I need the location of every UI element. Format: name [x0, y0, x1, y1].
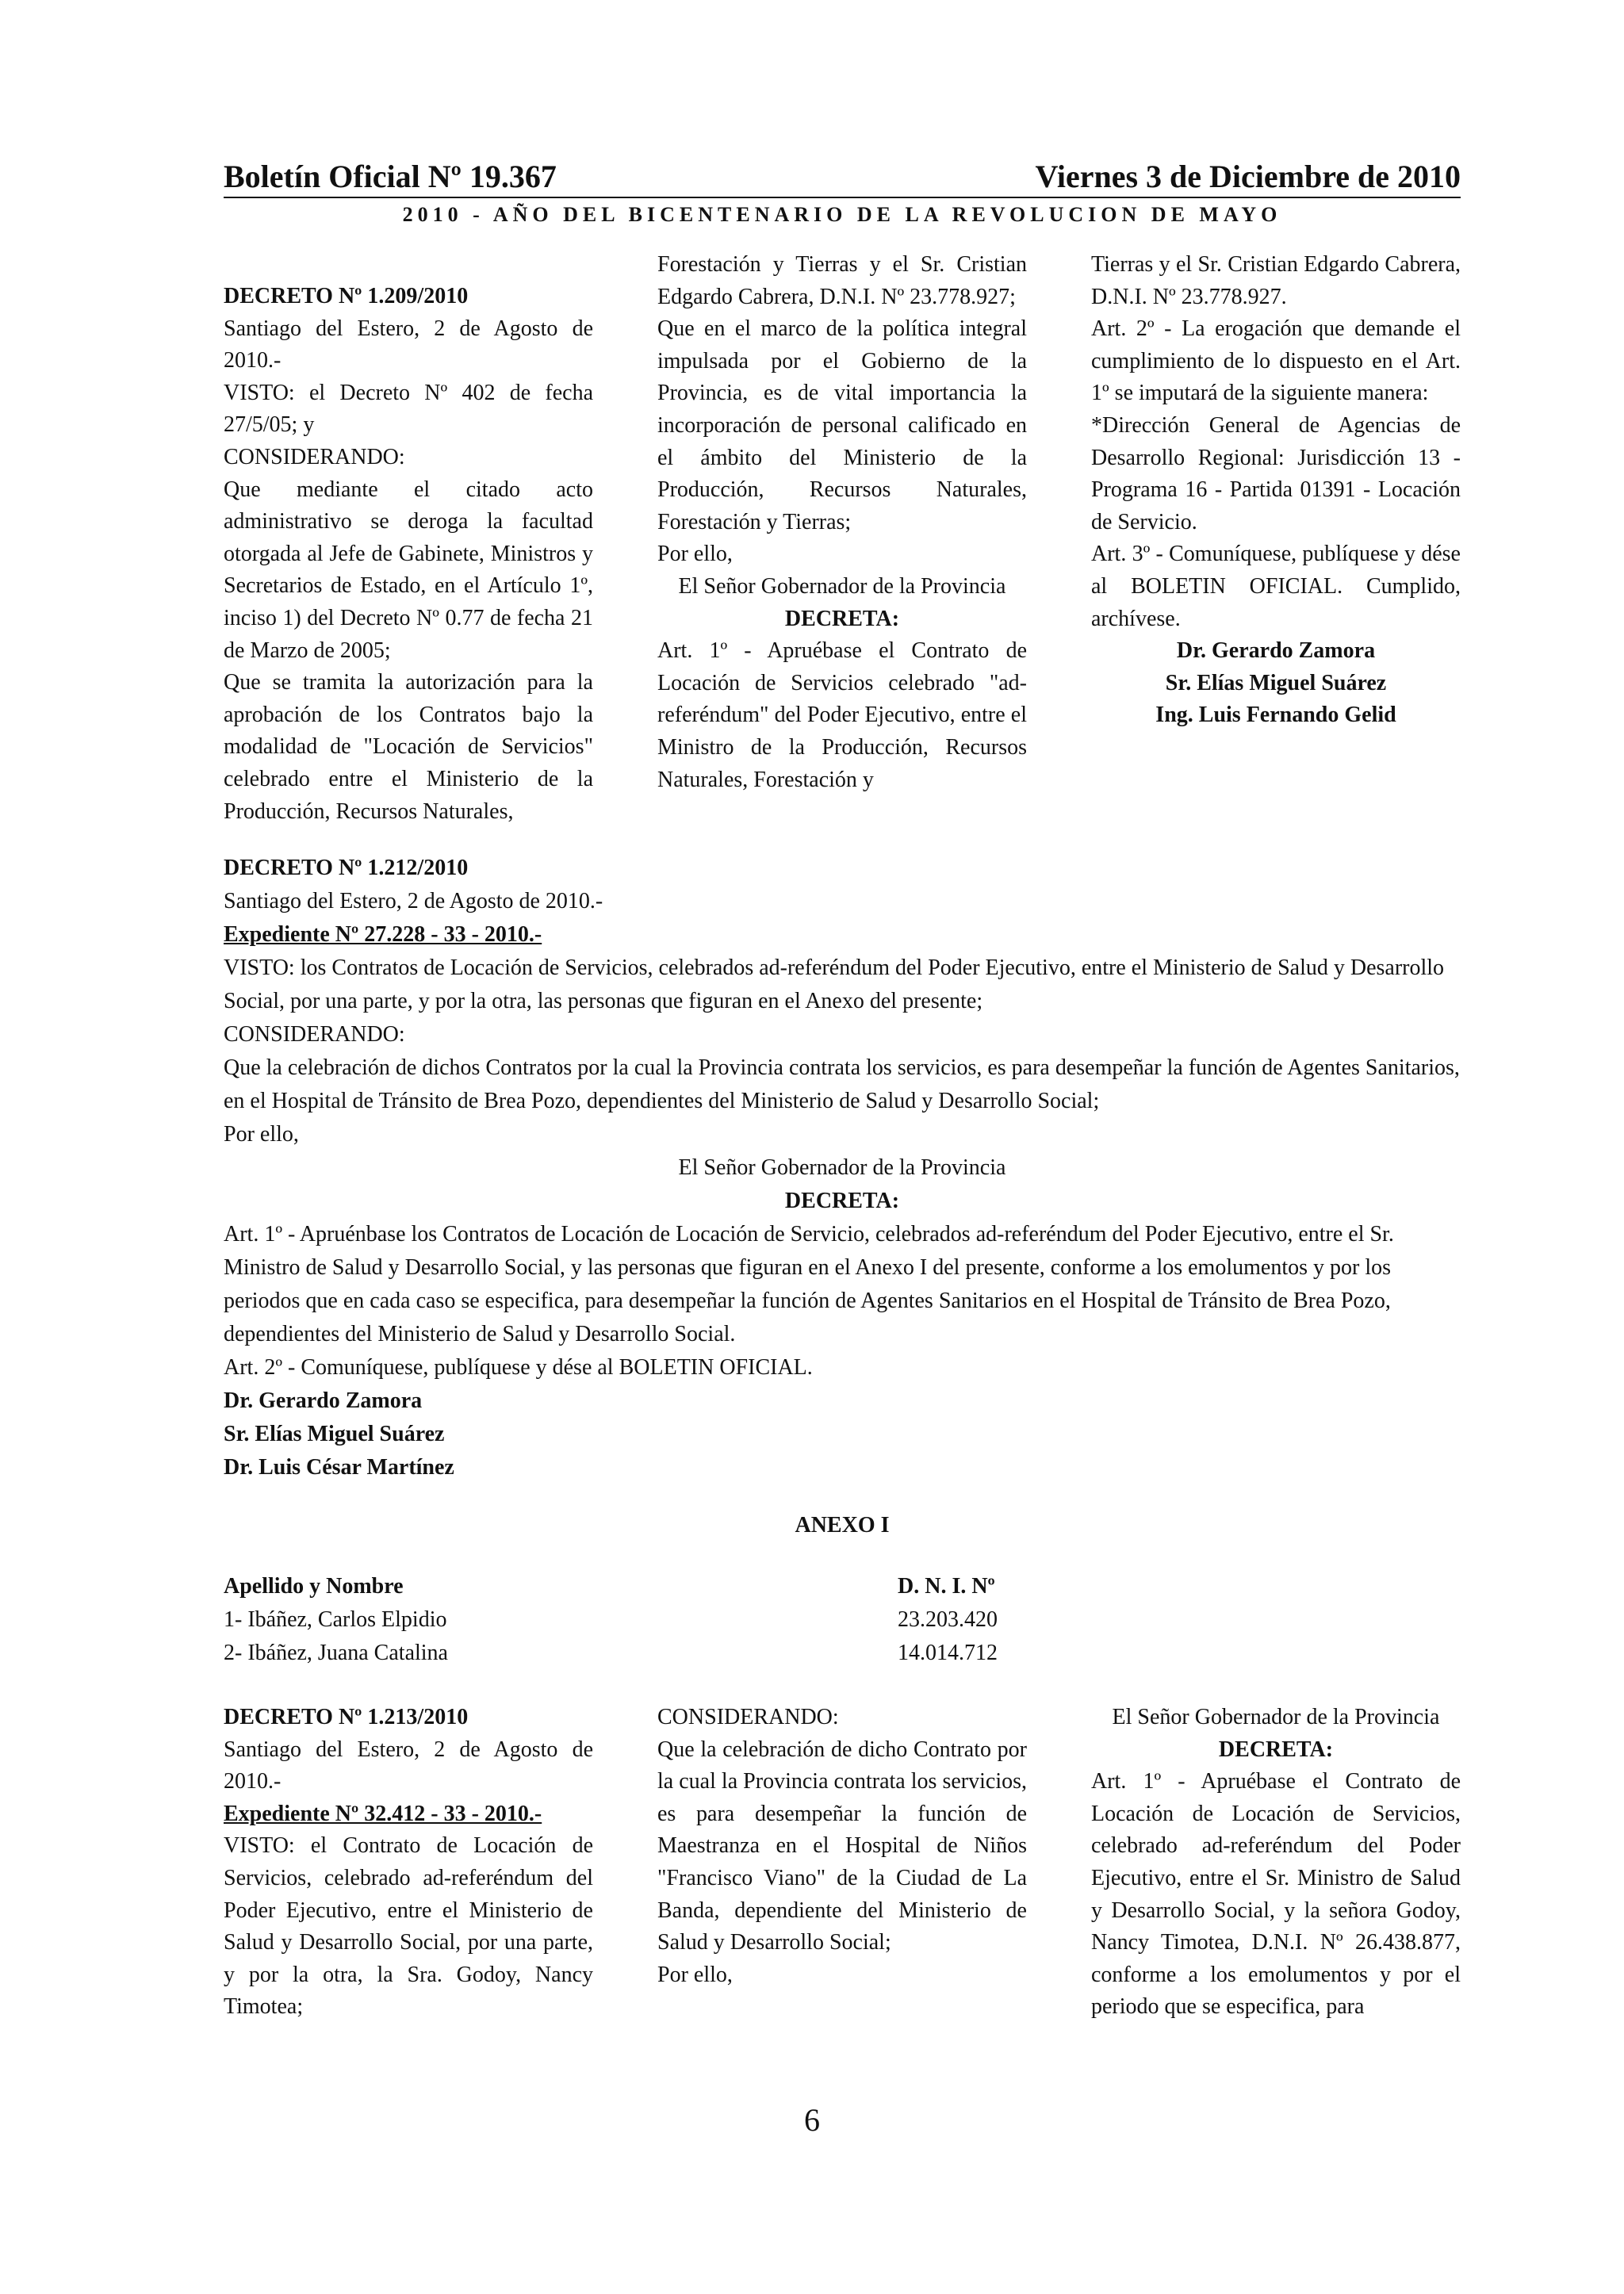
decree-governor: El Señor Gobernador de la Provincia — [678, 573, 1006, 599]
bulletin-title: Boletín Oficial Nº 19.367 — [224, 159, 557, 194]
decree-considerando: CONSIDERANDO: — [224, 1022, 405, 1047]
decree-article: Art. 1º - Apruébase el Contrato de Locación de Servicios celebrado "ad-referéndum" del Poder Ejecutivo, entre el Ministro de la Producción, Recursos Naturales, Forestación y — [657, 638, 1027, 792]
decree-visto: VISTO: el Contrato de Locación de Servicios, celebrado ad-referéndum del Poder Ejecutivo, entre el Ministerio de Salud y Desarrollo Social, por una parte, y por la otra, la Sra. Godoy, Nancy Timotea; — [224, 1833, 593, 2020]
decree-decreta: DECRETA: — [784, 1189, 900, 1214]
decree-1213-col-1 — [224, 1702, 593, 2024]
decree-1212 — [224, 852, 1461, 1484]
decree-paragraph: Que la celebración de dichos Contratos por la cual la Provincia contrata los servicios, es para desempeñar la función de Agentes Sanitarios, en el Hospital de Tránsito de Brea Pozo, dependientes del Ministerio de Salud y Desarrollo Social; — [224, 1055, 1460, 1114]
decree-visto: VISTO: los Contratos de Locación de Servicios, celebrados ad-referéndum del Poder Ejecutivo, entre el Ministerio de Salud y Desarrollo Social, por una parte, y por la otra, las personas que figuran en el Anexo del presente; — [224, 956, 1445, 1014]
column-header-dni: D. N. I. Nº — [898, 1574, 995, 1599]
decree-decreta: DECRETA: — [784, 606, 900, 631]
decree-1213-col-3 — [1091, 1702, 1461, 2024]
decree-por-ello: Por ello, — [657, 542, 733, 567]
decree-expediente: Expediente Nº 32.412 - 33 - 2010.- — [224, 1801, 542, 1826]
decree-place-date: Santiago del Estero, 2 de Agosto de 2010.- — [224, 1737, 593, 1794]
person-name: 1- Ibáñez, Carlos Elpidio — [224, 1607, 447, 1633]
decree-article: Art. 2º - La erogación que demande el cumplimiento de lo dispuesto en el Art. 1º se imputará de la siguiente manera: — [1091, 316, 1461, 406]
decree-paragraph: *Dirección General de Agencias de Desarrollo Regional: Jurisdicción 13 - Programa 16 - Partida 01391 - Locación de Servicio. — [1091, 412, 1461, 534]
decree-por-ello: Por ello, — [657, 1962, 733, 1987]
decree-1209-col-1 — [224, 249, 593, 828]
decree-1209-col-3 — [1091, 249, 1461, 828]
decree-governor: El Señor Gobernador de la Provincia — [678, 1155, 1006, 1181]
decree-title: DECRETO Nº 1.213/2010 — [224, 1705, 469, 1730]
signature: Sr. Elías Miguel Suárez — [1165, 670, 1387, 695]
decree-1213-col-2 — [657, 1702, 1027, 2024]
decree-considerando: CONSIDERANDO: — [224, 444, 405, 469]
page-header — [224, 152, 1461, 198]
decree-1209 — [224, 249, 1461, 828]
bicentennial-motto: 2010 - AÑO DEL BICENTENARIO DE LA REVOLUCION DE MAYO — [402, 203, 1282, 226]
decree-expediente: Expediente Nº 27.228 - 33 - 2010.- — [224, 922, 542, 948]
table-row — [224, 1603, 1025, 1637]
decree-paragraph: Tierras y el Sr. Cristian Edgardo Cabrera, D.N.I. Nº 23.778.927. — [1091, 252, 1461, 309]
decree-por-ello: Por ello, — [224, 1122, 299, 1147]
decree-paragraph: Que mediante el citado acto administrativo se deroga la facultad otorgada al Jefe de Gabinete, Ministros y Secretarios de Estado, en el Artículo 1º, inciso 1) del Decreto Nº 0.77 de fecha 21 de Marzo de 2005; — [224, 477, 593, 663]
bulletin-date: Viernes 3 de Diciembre de 2010 — [1035, 159, 1461, 194]
decree-paragraph: Forestación y Tierras y el Sr. Cristian Edgardo Cabrera, D.N.I. Nº 23.778.927; — [657, 252, 1027, 309]
decree-paragraph: Que se tramita la autorización para la aprobación de los Contratos bajo la modalidad de "Locación de Servicios" celebrado entre el Ministerio de la Producción, Recursos Naturales, — [224, 670, 593, 824]
person-dni: 23.203.420 — [898, 1607, 998, 1633]
decree-governor: El Señor Gobernador de la Provincia — [1112, 1705, 1440, 1730]
person-dni: 14.014.712 — [898, 1641, 998, 1666]
decree-title: DECRETO Nº 1.209/2010 — [224, 284, 469, 308]
signature: Dr. Gerardo Zamora — [1176, 638, 1376, 664]
decree-paragraph: Que la celebración de dicho Contrato por la cual la Provincia contrata los servicios, es para desempeñar la función de Maestranza en el Hospital de Niños "Francisco Viano" de la Ciudad de La Banda, dependiente del Ministerio de Salud y Desarrollo Social; — [657, 1737, 1027, 1955]
page — [224, 152, 1461, 2024]
decree-article: Art. 1º - Apruébase el Contrato de Locación de Locación de Servicios, celebrado ad-referéndum del Poder Ejecutivo, entre el Sr. Ministro de Salud y Desarrollo Social, y la señora Godoy, Nancy Timotea, D.N.I. Nº 26.438.877, conforme a los emolumentos y por el periodo que se especifica, para — [1091, 1769, 1461, 2020]
column-header-name: Apellido y Nombre — [224, 1574, 404, 1599]
decree-article: Art. 3º - Comuníquese, publíquese y dése al BOLETIN OFICIAL. Cumplido, archívese. — [1091, 542, 1461, 631]
decree-article: Art. 1º - Apruénbase los Contratos de Locación de Locación de Servicio, celebrados ad-referéndum del Poder Ejecutivo, entre el Sr. Ministro de Salud y Desarrollo Social, y las personas que figuran en el Anexo I del presente, conforme a los emolumentos y por los periodos que en cada caso se especifica, para desempeñar la función de Agentes Sanitarios en el Hospital de Tránsito de Brea Pozo, dependientes del Ministerio de Salud y Desarrollo Social. — [224, 1222, 1394, 1347]
decree-place-date: Santiago del Estero, 2 de Agosto de 2010.- — [224, 889, 603, 914]
anexo-title: ANEXO I — [795, 1513, 890, 1538]
decree-considerando: CONSIDERANDO: — [657, 1705, 839, 1730]
decree-1209-col-2 — [657, 249, 1027, 828]
anexo-table — [224, 1570, 1025, 1670]
table-row — [224, 1637, 1025, 1670]
decree-paragraph: Que en el marco de la política integral impulsada por el Gobierno de la Provincia, es de vital importancia la incorporación de personal calificado en el ámbito del Ministerio de la Producción, Recursos Naturales, Forestación y Tierras; — [657, 316, 1027, 534]
decree-visto: VISTO: el Decreto Nº 402 de fecha 27/5/05; y — [224, 380, 593, 438]
decree-decreta: DECRETA: — [1218, 1737, 1334, 1762]
decree-place-date: Santiago del Estero, 2 de Agosto de 2010.- — [224, 316, 593, 373]
signature: Sr. Elías Miguel Suárez — [224, 1422, 445, 1447]
signature: Dr. Gerardo Zamora — [224, 1388, 423, 1414]
page-number: 6 — [804, 2102, 820, 2138]
decree-1213 — [224, 1702, 1461, 2024]
table-header — [224, 1570, 1025, 1603]
decree-title: DECRETO Nº 1.212/2010 — [224, 856, 469, 881]
person-name: 2- Ibáñez, Juana Catalina — [224, 1641, 448, 1666]
anexo-i — [224, 1513, 1461, 1670]
signature: Ing. Luis Fernando Gelid — [1155, 703, 1396, 728]
signature: Dr. Luis César Martínez — [224, 1455, 454, 1480]
decree-article: Art. 2º - Comuníquese, publíquese y dése al BOLETIN OFICIAL. — [224, 1355, 813, 1381]
